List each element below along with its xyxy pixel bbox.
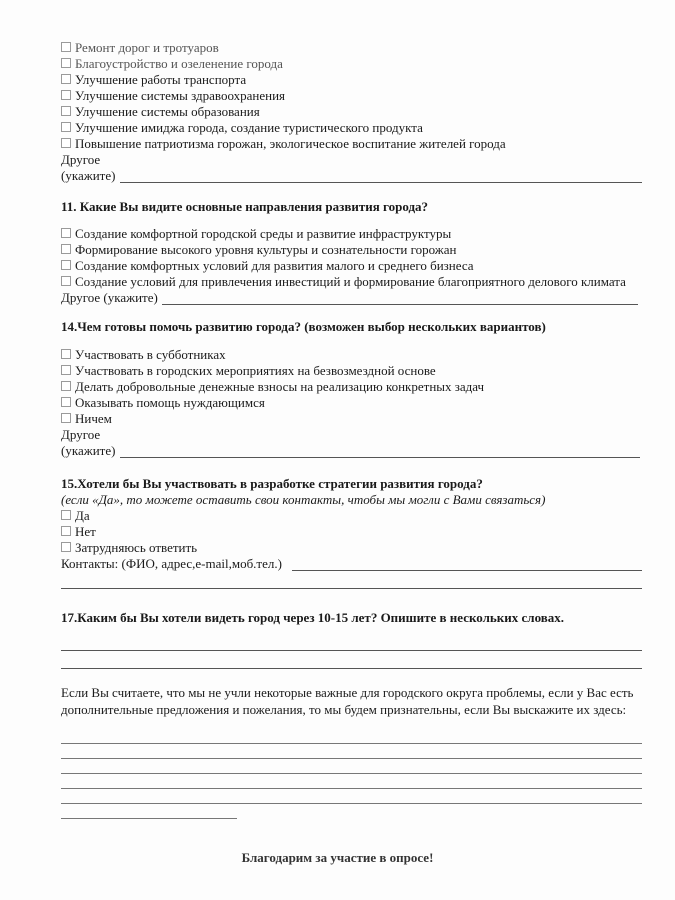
closing-paragraph: Если Вы считаете, что мы не учли некоторые важные для городского округа проблемы, если у Вас есть дополнительные предложения и пожелания, то мы будем признательны, если Вы выскажите их здесь:: [61, 685, 634, 717]
q17-answer-line[interactable]: [61, 668, 642, 669]
suggestions-line[interactable]: [61, 788, 642, 789]
option-healthcare[interactable]: Улучшение системы здравоохранения: [61, 88, 285, 104]
q15-option-undecided[interactable]: Затрудняюсь ответить: [61, 540, 197, 556]
contacts-label: Контакты: (ФИО, адрес,e-mail,моб.тел.): [61, 556, 282, 571]
checkbox-icon[interactable]: [61, 74, 71, 84]
option-road-repair[interactable]: Ремонт дорог и тротуаров: [61, 40, 219, 56]
checkbox-icon[interactable]: [61, 122, 71, 132]
checkbox-icon[interactable]: [61, 260, 71, 270]
q11-other-field[interactable]: [162, 304, 638, 305]
q14-specify-label: (укажите): [61, 443, 116, 458]
specify-label: (укажите): [61, 168, 116, 183]
other-label: Другое: [61, 152, 101, 167]
q15-option-yes[interactable]: Да: [61, 508, 90, 524]
option-city-image[interactable]: Улучшение имиджа города, создание туристического продукта: [61, 120, 423, 136]
q14-option-events[interactable]: Участвовать в городских мероприятиях на безвозмездной основе: [61, 363, 436, 379]
q11-option-comfortable-environment[interactable]: Создание комфортной городской среды и развитие инфраструктуры: [61, 226, 451, 242]
checkbox-icon[interactable]: [61, 42, 71, 52]
q11-option-culture[interactable]: Формирование высокого уровня культуры и сознательности горожан: [61, 242, 457, 258]
checkbox-icon[interactable]: [61, 510, 71, 520]
q17-answer-line[interactable]: [61, 650, 642, 651]
checkbox-icon[interactable]: [61, 413, 71, 423]
question-15-note: (если «Да», то можете оставить свои контакты, чтобы мы могли с Вами связаться): [61, 492, 546, 507]
option-education[interactable]: Улучшение системы образования: [61, 104, 260, 120]
option-patriotism[interactable]: Повышение патриотизма горожан, экологическое воспитание жителей города: [61, 136, 506, 152]
checkbox-icon[interactable]: [61, 349, 71, 359]
q14-specify-row: [61, 443, 115, 459]
option-landscaping[interactable]: Благоустройство и озеленение города: [61, 56, 283, 72]
contacts-field[interactable]: [292, 570, 642, 571]
checkbox-icon[interactable]: [61, 90, 71, 100]
q11-option-investment[interactable]: Создание условий для привлечения инвестиций и формирование благоприятного делового климата: [61, 274, 626, 290]
q14-specify-field[interactable]: [120, 457, 640, 458]
q11-other-label: Другое (укажите): [61, 290, 158, 305]
specify-row: [61, 168, 115, 184]
q14-option-donations[interactable]: Делать добровольные денежные взносы на реализацию конкретных задач: [61, 379, 484, 395]
checkbox-icon[interactable]: [61, 542, 71, 552]
checkbox-icon[interactable]: [61, 397, 71, 407]
question-17-title: 17.Каким бы Вы хотели видеть город через 10-15 лет? Опишите в нескольких словах.: [61, 610, 565, 625]
specify-field[interactable]: [120, 182, 642, 183]
suggestions-line[interactable]: [61, 758, 642, 759]
question-14-title: 14.Чем готовы помочь развитию города? (возможен выбор нескольких вариантов): [61, 319, 546, 334]
q15-option-no[interactable]: Нет: [61, 524, 96, 540]
question-15-title: 15.Хотели бы Вы участвовать в разработке стратегии развития города?: [61, 476, 483, 491]
q14-option-help-needy[interactable]: Оказывать помощь нуждающимся: [61, 395, 265, 411]
q14-option-nothing[interactable]: Ничем: [61, 411, 112, 427]
question-11-title: 11. Какие Вы видите основные направления развития города?: [61, 199, 429, 214]
suggestions-line[interactable]: [61, 803, 642, 804]
checkbox-icon[interactable]: [61, 138, 71, 148]
checkbox-icon[interactable]: [61, 244, 71, 254]
checkbox-icon[interactable]: [61, 526, 71, 536]
checkbox-icon[interactable]: [61, 228, 71, 238]
checkbox-icon[interactable]: [61, 276, 71, 286]
q14-other-label: Другое: [61, 427, 101, 442]
option-transport[interactable]: Улучшение работы транспорта: [61, 72, 246, 88]
checkbox-icon[interactable]: [61, 58, 71, 68]
q11-option-small-business[interactable]: Создание комфортных условий для развития малого и среднего бизнеса: [61, 258, 474, 274]
q14-option-subbotnik[interactable]: Участвовать в субботниках: [61, 347, 226, 363]
checkbox-icon[interactable]: [61, 381, 71, 391]
contacts-field-line-2[interactable]: [61, 588, 642, 589]
suggestions-line[interactable]: [61, 818, 237, 819]
suggestions-line[interactable]: [61, 743, 642, 744]
thanks-message: Благодарим за участие в опросе!: [241, 850, 434, 865]
checkbox-icon[interactable]: [61, 106, 71, 116]
checkbox-icon[interactable]: [61, 365, 71, 375]
suggestions-line[interactable]: [61, 773, 642, 774]
